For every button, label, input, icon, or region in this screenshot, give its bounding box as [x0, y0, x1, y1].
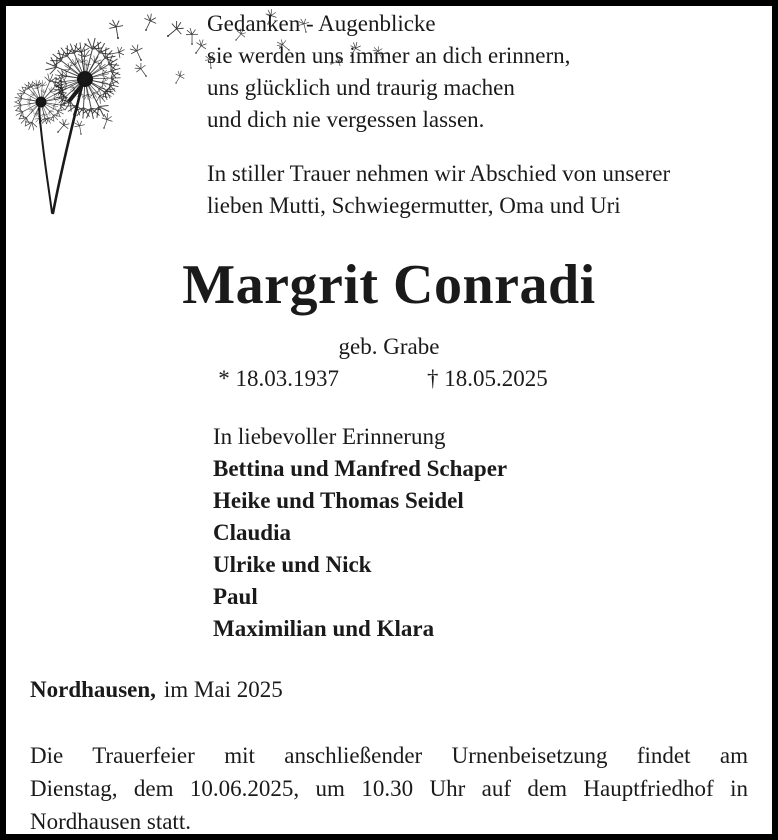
mourner-line: Ulrike und Nick — [213, 552, 372, 577]
mourner-line: Bettina und Manfred Schaper — [213, 456, 508, 481]
funeral-notice-line: Nordhausen statt. — [30, 809, 191, 834]
dandelion-stem-big — [53, 86, 82, 213]
memorial-heading: In liebevoller Erinnerung — [213, 424, 446, 449]
dandelion-stem-small — [39, 108, 52, 213]
maiden-name: geb. Grabe — [338, 334, 440, 359]
place-date-line — [30, 674, 283, 706]
mourner-line: Claudia — [213, 520, 291, 545]
deceased-name: Margrit Conradi — [182, 254, 596, 316]
mourner-line: Maximilian und Klara — [213, 616, 435, 641]
city-name: Nordhausen, — [30, 677, 156, 702]
mourner-line: Paul — [213, 584, 258, 609]
mourner-line: Heike und Thomas Seidel — [213, 488, 464, 513]
funeral-notice-line: Die Trauerfeier mit anschließender Urnenbeisetzung findet am — [30, 743, 748, 768]
life-dates — [0, 363, 766, 395]
poem-line: sie werden uns immer an dich erinnern, — [207, 43, 571, 68]
funeral-notice-line: Dienstag, dem 10.06.2025, um 10.30 Uhr auf dem Hauptfriedhof in — [30, 776, 748, 801]
birth-date: * 18.03.1937 — [218, 366, 339, 391]
poem-line: Gedanken - Augenblicke — [207, 11, 436, 36]
month-year: im Mai 2025 — [163, 677, 283, 702]
memorial-block — [213, 421, 507, 645]
death-date: † 18.05.2025 — [427, 366, 548, 391]
farewell-line: In stiller Trauer nehmen wir Abschied von unserer — [207, 161, 671, 186]
poem-block — [207, 8, 670, 222]
farewell-line: lieben Mutti, Schwiegermutter, Oma und Uri — [207, 193, 621, 218]
funeral-notice — [30, 739, 748, 838]
poem-line: uns glücklich und traurig machen — [207, 75, 515, 100]
poem-line: und dich nie vergessen lassen. — [207, 107, 485, 132]
